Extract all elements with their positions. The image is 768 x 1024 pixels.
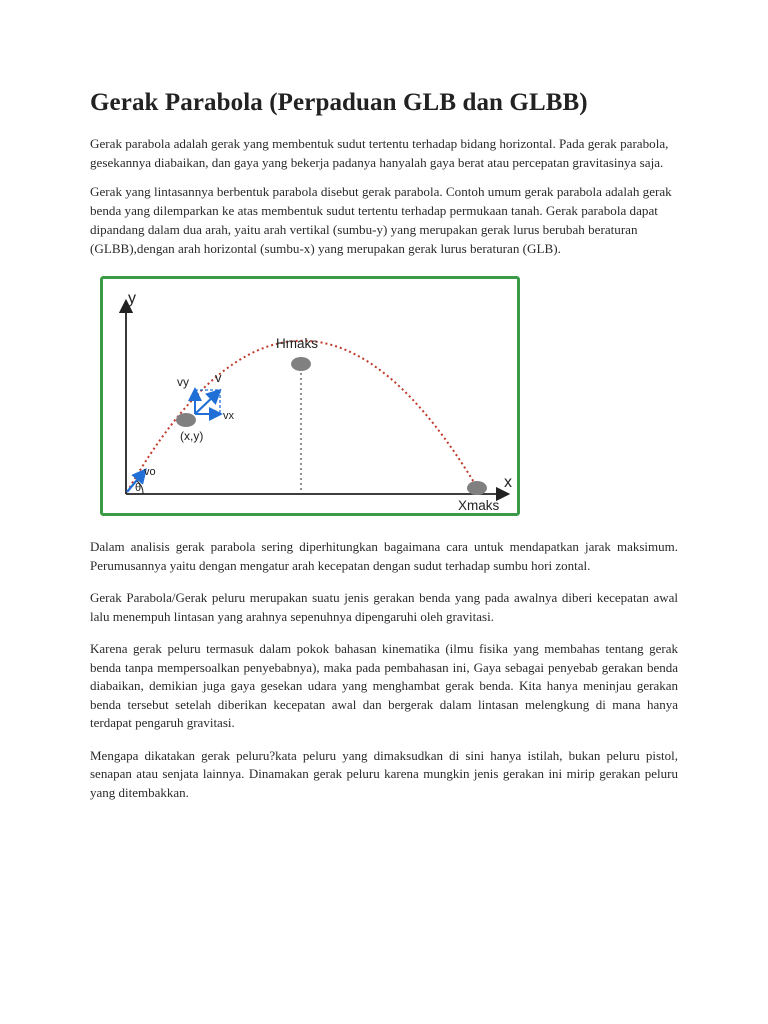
- theta-label: θ: [135, 482, 142, 494]
- paragraph-definition: Gerak parabola adalah gerak yang membentuk sudut tertentu terhadap bidang horizontal. Pada gerak parabola, gesekannya diabaikan, dan gaya yang bekerja padanya hanyalah gaya berat atau percepatan gravitasinya saja.: [90, 136, 669, 170]
- ball-max-range: [467, 481, 487, 495]
- vx-label: vx: [223, 410, 234, 422]
- paragraph-max-range: Dalam analisis gerak parabola sering diperhitungkan bagaimana cara untuk mendapatkan jarak maksimum. Perumusannya yaitu dengan mengatur arah kecepatan dengan sudut terhadap sumbu hori zontal.: [90, 539, 678, 573]
- ball-xy: [176, 413, 196, 427]
- ball-max-height: [291, 357, 311, 371]
- y-axis-label: y: [128, 290, 136, 307]
- paragraph-description: Gerak yang lintasannya berbentuk parabola disebut gerak parabola. Contoh umum gerak parabola adalah gerak benda yang dilemparkan ke atas membentuk sudut tertentu terhadap permukaan tanah. Gerak parabola dapat dipandang dalam dua arah, yaitu arah vertikal (sumbu-y) yang merupakan gerak lurus berubah beraturan (GLBB),dengan arah horizontal (sumbu-x) yang merupakan gerak lurus beraturan (GLB).: [90, 184, 672, 256]
- paragraph-projectile: Gerak Parabola/Gerak peluru merupakan suatu jenis gerakan benda yang pada awalnya diberi kecepatan awal lalu menempuh lintasan yang arahnya sepenuhnya dipengaruhi oleh gravitasi.: [90, 590, 678, 624]
- diagram-frame: [102, 278, 519, 515]
- point-xy-label: (x,y): [180, 429, 204, 443]
- v0-label: vo: [144, 466, 156, 478]
- page-title: Gerak Parabola (Perpaduan GLB dan GLBB): [90, 89, 588, 116]
- x-axis-label: x: [504, 474, 512, 491]
- vy-label: vy: [177, 375, 189, 389]
- paragraph-kinematics: Karena gerak peluru termasuk dalam pokok bahasan kinematika (ilmu fisika yang membahas tentang gerak benda tanpa mempersoalkan penyebabnya), maka pada pembahasan ini, Gaya sebagai penyebab gerakan benda diabaikan, demikian juga gaya gesekan udara yang menghambat gerak benda. Kita hanya meninjau gerakan benda tersebut setelah diberikan kecepatan awal dan bergerak dalam lintasan melengkung di mana hanya terdapat pengaruh gravitasi.: [90, 641, 678, 730]
- v-label: v: [215, 370, 222, 385]
- xmaks-label: Xmaks: [458, 498, 500, 513]
- document-page: [90, 88, 678, 816]
- parabola-diagram-svg: [100, 276, 520, 518]
- paragraph-why-projectile: Mengapa dikatakan gerak peluru?kata peluru yang dimaksudkan di sini hanya istilah, bukan peluru pistol, senapan atau senjata lainnya. Dinamakan gerak peluru karena mungkin jenis gerakan ini mirip gerakan peluru yang ditembakkan.: [90, 747, 678, 800]
- parabola-diagram: [100, 276, 520, 518]
- hmaks-label: Hmaks: [276, 336, 319, 351]
